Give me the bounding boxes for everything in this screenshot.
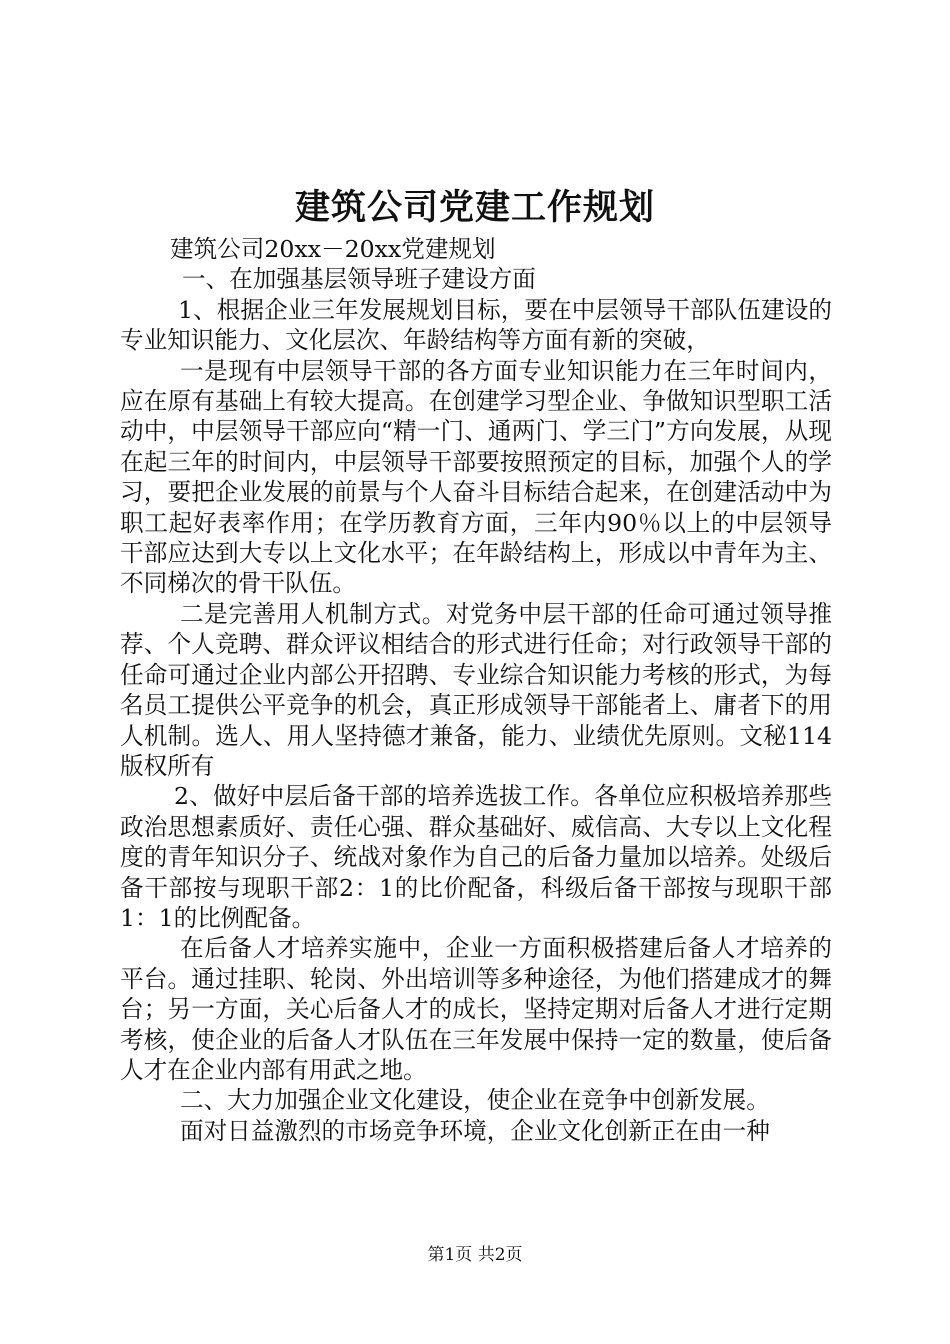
section-heading-1: 一、在加强基层领导班子建设方面 [182, 265, 536, 294]
paragraph-reserve-talent: 在后备人才培养实施中，企业一方面积极搭建后备人才培养的平台。通过挂职、轮岗、外出培训等多种途径，为他们搭建成才的舞台；另一方面，关心后备人才的成长，坚持定期对后备人才进行定期考核，使企业的后备人才队伍在三年发展中保持一定的数量，使后备人才在企业内部有用武之地。 [120, 934, 832, 1084]
document-body [120, 234, 832, 1146]
page-indicator: 第1页 共2页 [427, 1245, 523, 1265]
paragraph-point-two: 二是完善用人机制方式。对党务中层干部的任命可通过领导推荐、个人竞聘、群众评议相结合的形式进行任命；对行政领导干部的任命可通过企业内部公开招聘、专业综合知识能力考核的形式，为每名员工提供公平竞争的机会，真正形成领导干部能者上、庸者下的用人机制。选人、用人坚持德才兼备，能力、业绩优先原则。文秘114版权所有 [120, 599, 832, 780]
paragraph-item-1: 1、根据企业三年发展规划目标，要在中层领导干部队伍建设的专业知识能力、文化层次、年龄结构等方面有新的突破， [120, 295, 832, 355]
document-title: 建筑公司党建工作规划 [294, 187, 655, 228]
section-heading-2: 二、大力加强企业文化建设，使企业在竞争中创新发展。 [180, 1086, 770, 1115]
document-subtitle: 建筑公司20xx－20xx党建规划 [170, 235, 496, 263]
paragraph-culture-intro: 面对日益激烈的市场竞争环境，企业文化创新正在由一种 [180, 1116, 770, 1145]
paragraph-item-2: 2、做好中层后备干部的培养选拔工作。各单位应积极培养那些政治思想素质好、责任心强、群众基础好、威信高、大专以上文化程度的青年知识分子、统战对象作为自己的后备力量加以培养。处级后备干部按与现职干部2：1的比价配备，科级后备干部按与现职干部1：1的比例配备。 [120, 782, 832, 932]
paragraph-point-one: 一是现有中层领导干部的各方面专业知识能力在三年时间内，应在原有基础上有较大提高。在创建学习型企业、争做知识型职工活动中，中层领导干部应向“精一门、通两门、学三门”方向发展，从现在起三年的时间内，中层领导干部要按照预定的目标，加强个人的学习，要把企业发展的前景与个人奋斗目标结合起来，在创建活动中为职工起好表率作用；在学历教育方面，三年内90％以上的中层领导干部应达到大专以上文化水平；在年龄结构上，形成以中青年为主、不同梯次的骨干队伍。 [120, 356, 832, 598]
